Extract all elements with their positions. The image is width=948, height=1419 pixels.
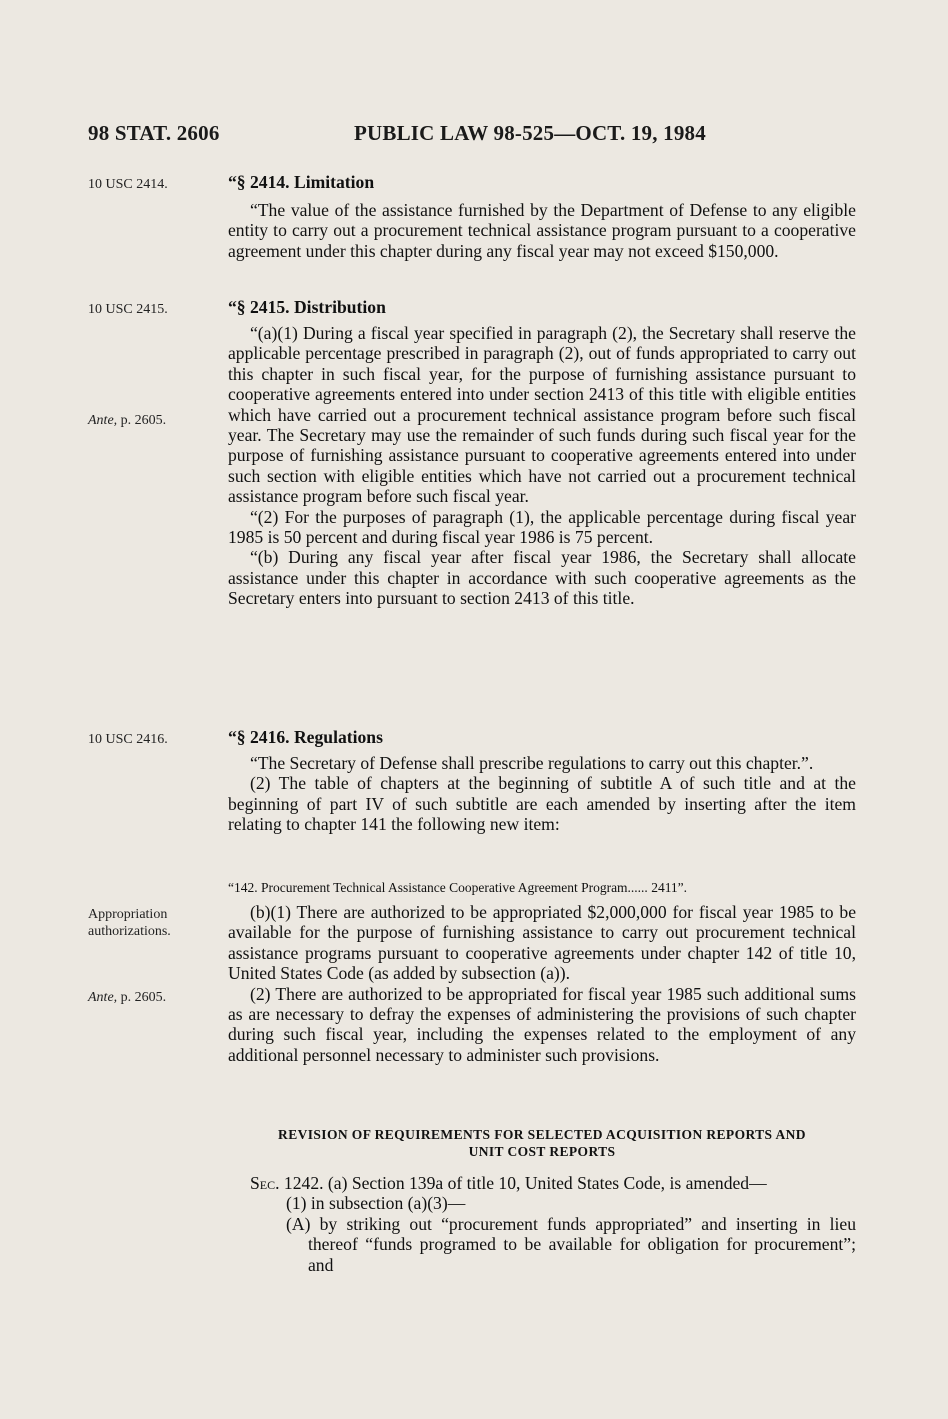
margin-note-ante-2 — [88, 989, 166, 1006]
toc-item-page: 2411”. — [651, 880, 688, 895]
margin-note-usc-2415: 10 USC 2415. — [88, 302, 168, 317]
section-2415-heading: “§ 2415. Distribution — [228, 297, 386, 317]
ante-italic-1: Ante, — [88, 413, 118, 428]
margin-note-usc-2416: 10 USC 2416. — [88, 732, 168, 747]
section-1242-body — [228, 1173, 856, 1275]
sec-1242-text: 1242. (a) Section 139a of title 10, United States Code, is amended— — [279, 1173, 767, 1193]
appropriation-b1: (b)(1) There are authorized to be appropriated $2,000,000 for fiscal year 1985 to be available for the purpose of furnishing assistance to carry out procurement technical assistance programs pursuant to cooperative agreements under chapter 142 of title 10, United States Code (as added by subsection (a)). — [228, 902, 856, 984]
appropriation-b2: (2) There are authorized to be appropriated for fiscal year 1985 such additional sums as are necessary to defray the expenses of administering the provisions of such chapter during such fiscal year, including the expenses related to the employment of any additional personnel necessary to administer such provisions. — [228, 983, 856, 1065]
appropriations-body — [228, 902, 856, 1065]
section-1242-title — [228, 1126, 856, 1160]
margin-note-appropriation-line2: authorizations. — [88, 924, 171, 939]
section-1242-title-line2: UNIT COST REPORTS — [468, 1144, 616, 1159]
section-2415-a2: “(2) For the purposes of paragraph (1), the applicable percentage during fiscal year 1985 is 50 percent and during fiscal year 1986 is 75 percent. — [228, 506, 856, 548]
page-header — [88, 121, 848, 151]
section-2416-heading: “§ 2416. Regulations — [228, 727, 383, 747]
section-2414-body — [228, 200, 856, 261]
subsection-a3-item: (1) in subsection (a)(3)— — [286, 1193, 466, 1214]
section-2414-text: “The value of the assistance furnished by the Department of Defense to any eligible entity to carry out a procurement technical assistance program pursuant to a cooperative agreement under this chapter during any fiscal year may not exceed $150,000. — [228, 200, 856, 261]
margin-note-appropriation-line1: Appropriation — [88, 907, 168, 922]
sec-label: Sec. — [250, 1173, 280, 1193]
stat-page-number: 98 STAT. 2606 — [88, 121, 220, 145]
section-2415-b: “(b) During any fiscal year after fiscal year 1986, the Secretary shall allocate assistance under this chapter in accordance with such cooperative agreements as the Secretary enters into pursuant to section 2413 of this title. — [228, 547, 856, 609]
section-1242-title-line1: REVISION OF REQUIREMENTS FOR SELECTED ACQUISITION REPORTS AND — [278, 1127, 806, 1142]
section-2415-body — [228, 323, 856, 609]
toc-item-text: “142. Procurement Technical Assistance Cooperative Agreement Program...... — [228, 880, 648, 895]
ante-italic-2: Ante, — [88, 990, 118, 1005]
ante-page-1: p. 2605. — [117, 413, 167, 428]
public-law-title: PUBLIC LAW 98-525—OCT. 19, 1984 — [354, 121, 706, 145]
section-2416-text: “The Secretary of Defense shall prescribe regulations to carry out this chapter.”. — [250, 753, 814, 773]
section-1242-intro — [228, 1173, 856, 1193]
section-2416-body — [228, 753, 856, 835]
toc-item-142 — [228, 880, 856, 896]
section-2415-a1: “(a)(1) During a fiscal year specified in paragraph (2), the Secretary shall reserve the applicable percentage prescribed in paragraph (2), out of funds appropriated to carry out this chapter in such fiscal year, for the purpose of furnishing assistance pursuant to cooperative agreements entered into under section 2413 of this title with eligible entities which have carried out a procurement technical assistance program before such fiscal year. The Secretary may use the remainder of such funds during such fiscal year for the purpose of furnishing assistance pursuant to cooperative agreements entered into under such section with eligible entities which have not carried out a procurement technical assistance program before such fiscal year. — [228, 323, 856, 507]
table-of-chapters-amendment: (2) The table of chapters at the beginning of subtitle A of such title and at the beginning of part IV of such subtitle are each amended by inserting after the item relating to chapter 141 the following new item: — [228, 773, 856, 835]
ante-page-2: p. 2605. — [117, 990, 167, 1005]
section-2414-heading: “§ 2414. Limitation — [228, 172, 375, 192]
margin-note-usc-2414: 10 USC 2414. — [88, 177, 168, 192]
margin-note-ante-1 — [88, 412, 166, 429]
margin-note-appropriation — [88, 906, 171, 940]
clause-a-item: (A) by striking out “procurement funds appropriated” and inserting in lieu thereof “funds programed to be available for obligation for procurement”; and — [286, 1213, 856, 1275]
